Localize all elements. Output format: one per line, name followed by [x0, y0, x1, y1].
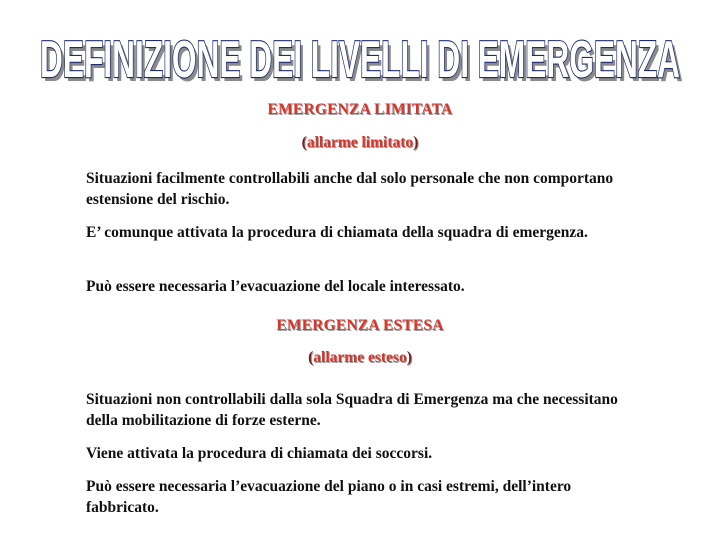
section1-heading: EMERGENZA LIMITATA	[267, 101, 453, 118]
section2-paragraph-3: Può essere necessaria l’evacuazione del piano o in casi estremi, dell’intero fabbricato.	[86, 478, 572, 516]
section1-paragraph-2: E’ comunque attivata la procedura di chiamata della squadra di emergenza.	[86, 224, 588, 241]
slide-title	[30, 22, 690, 88]
section2-heading: EMERGENZA ESTESA	[276, 317, 444, 334]
section2-subtitle: (allarme esteso)	[308, 349, 412, 366]
title-shadow: DEFINIZIONE DEI LIVELLI DI EMERGENZA	[43, 35, 683, 88]
section2-paragraph-2: Viene attivata la procedura di chiamata dei soccorsi.	[86, 445, 433, 462]
section1-subtitle: (allarme limitato)	[301, 134, 419, 151]
title-text: DEFINIZIONE DEI LIVELLI DI EMERGENZA	[40, 31, 680, 88]
section1-subtitle-text: allarme limitato	[306, 134, 414, 151]
section2-subtitle-text: allarme esteso	[313, 349, 407, 366]
section1-paragraph-1: Situazioni facilmente controllabili anche dal solo personale che non comportano estensione del rischio.	[86, 170, 614, 208]
section1-paragraph-3: Può essere necessaria l’evacuazione del locale interessato.	[86, 278, 465, 295]
section2-paragraph-1: Situazioni non controllabili dalla sola Squadra di Emergenza ma che necessitano della mobilitazione di forze esterne.	[86, 391, 618, 429]
